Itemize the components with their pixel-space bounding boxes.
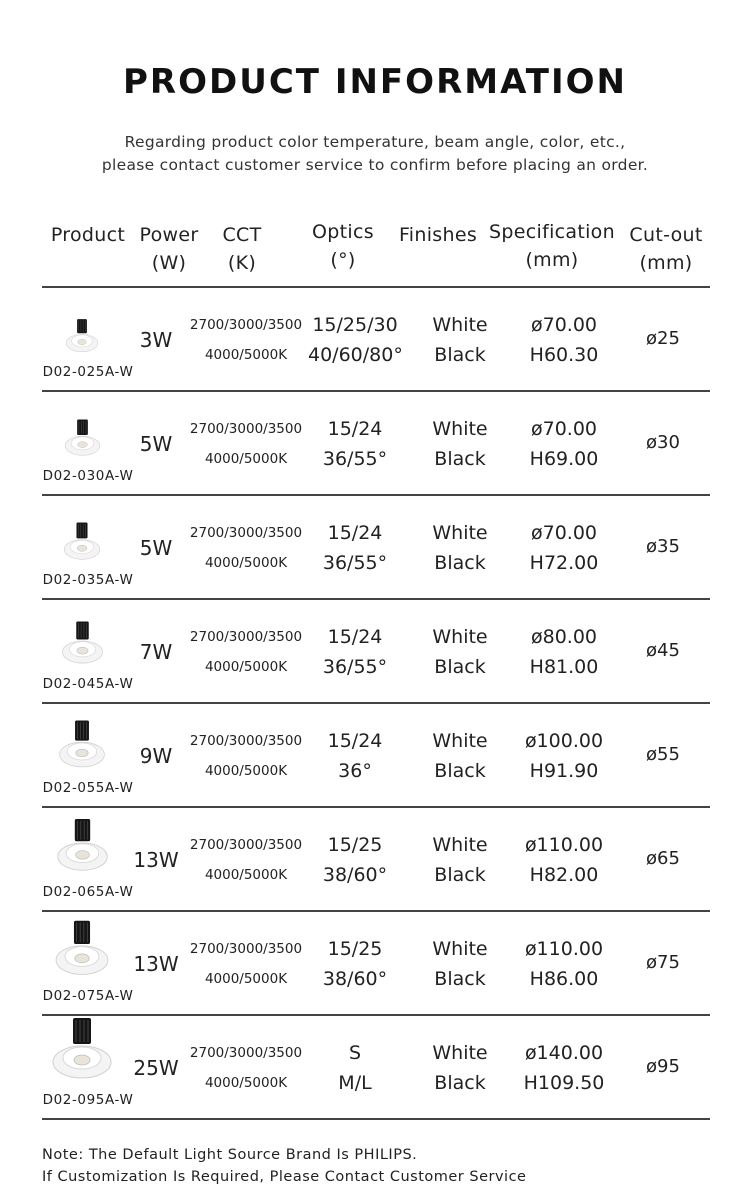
product-code: D02-025A-W (42, 364, 134, 380)
cutout-value-line-1: ø45 (646, 640, 680, 661)
table-row (0, 392, 750, 496)
subtitle-line-2: please contact customer service to confirm before placing an order. (101, 156, 649, 174)
optics-values (308, 1038, 402, 1098)
finishes-values (414, 726, 506, 786)
finishes-values-line-1: White (432, 834, 488, 856)
optics-values-line-1: 15/25 (327, 938, 383, 960)
table-row (0, 704, 750, 808)
product-code: D02-075A-W (42, 988, 134, 1004)
cutout-value (620, 640, 706, 661)
specification-values-line-1: ø110.00 (524, 834, 604, 856)
note-line-1: Note: The Default Light Source Brand Is PHILIPS. (42, 1147, 418, 1163)
specification-values (506, 622, 622, 682)
downlight-icon (54, 919, 110, 983)
power-value (126, 432, 186, 456)
finishes-values-line-2: Black (434, 760, 486, 782)
specification-values (506, 1038, 622, 1098)
product-code: D02-045A-W (42, 676, 134, 692)
cct-values-line-1: 2700/3000/3500 (189, 629, 303, 645)
optics-values (308, 518, 402, 578)
cct-values-line-1: 2700/3000/3500 (189, 1045, 303, 1061)
specification-values-line-1: ø70.00 (530, 418, 598, 440)
finishes-values (414, 414, 506, 474)
cct-values-line-2: 4000/5000K (204, 451, 288, 467)
downlight-icon (65, 318, 99, 359)
specification-values-line-2: H86.00 (529, 968, 599, 990)
finishes-values-line-1: White (432, 522, 488, 544)
optics-values-line-2: M/L (338, 1072, 372, 1094)
finishes-values-line-2: Black (434, 552, 486, 574)
optics-values-line-1: 15/24 (327, 730, 383, 752)
specification-values-line-2: H109.50 (523, 1072, 605, 1094)
optics-values-line-1: 15/24 (327, 418, 383, 440)
subtitle-line-1: Regarding product color temperature, beam angle, color, etc., (124, 133, 626, 151)
table-row (0, 1016, 750, 1120)
optics-values-line-2: 38/60° (322, 968, 388, 990)
specification-values-line-2: H81.00 (529, 656, 599, 678)
power-value (126, 848, 186, 872)
cct-values-line-1: 2700/3000/3500 (189, 733, 303, 749)
optics-values (308, 622, 402, 682)
power-value-line-1: 25W (133, 1056, 179, 1080)
finishes-values-line-1: White (432, 730, 488, 752)
cutout-value-line-1: ø55 (646, 744, 680, 765)
cct-values-line-1: 2700/3000/3500 (189, 837, 303, 853)
note-line-2: If Customization Is Required, Please Contact Customer Service (42, 1169, 527, 1185)
power-value (126, 328, 186, 352)
optics-values-line-1: 15/25/30 (312, 314, 398, 336)
finishes-values-line-2: Black (434, 1072, 486, 1094)
row-divider (42, 1118, 710, 1120)
specification-values (506, 518, 622, 578)
finishes-values-line-1: White (432, 418, 488, 440)
finishes-values (414, 830, 506, 890)
specification-values-line-2: H72.00 (529, 552, 599, 574)
finishes-values (414, 1038, 506, 1098)
specification-values-line-1: ø70.00 (530, 522, 598, 544)
cct-values-line-1: 2700/3000/3500 (189, 525, 303, 541)
power-value-line-1: 5W (139, 536, 173, 560)
optics-values-line-2: 36° (338, 760, 372, 782)
cct-values-line-2: 4000/5000K (204, 971, 288, 987)
power-value-line-1: 13W (133, 848, 179, 872)
table-row (0, 808, 750, 912)
finishes-values (414, 934, 506, 994)
cutout-value (620, 848, 706, 869)
cct-values-line-2: 4000/5000K (204, 867, 288, 883)
cutout-value (620, 744, 706, 765)
specification-values-line-1: ø100.00 (524, 730, 604, 752)
optics-values-line-2: 40/60/80° (308, 344, 403, 366)
finishes-values-line-1: White (432, 626, 488, 648)
optics-values-line-1: 15/24 (327, 522, 383, 544)
header-optics: Optics (°) (312, 221, 374, 271)
product-code: D02-055A-W (42, 780, 134, 796)
optics-values-line-2: 38/60° (322, 864, 388, 886)
power-value (126, 1056, 186, 1080)
finishes-values-line-2: Black (434, 968, 486, 990)
product-code: D02-030A-W (42, 468, 134, 484)
optics-values-line-1: 15/24 (327, 626, 383, 648)
cutout-value (620, 952, 706, 973)
finishes-values (414, 310, 506, 370)
specification-values (506, 414, 622, 474)
table-row (0, 600, 750, 704)
specification-values-line-1: ø110.00 (524, 938, 604, 960)
cutout-value (620, 536, 706, 557)
specification-values-line-1: ø140.00 (524, 1042, 604, 1064)
finishes-values-line-2: Black (434, 344, 486, 366)
header-cutout: Cut-out (mm) (629, 224, 703, 274)
optics-values-line-1: 15/25 (327, 834, 383, 856)
downlight-icon (51, 1016, 113, 1087)
optics-values (308, 934, 402, 994)
finishes-values (414, 622, 506, 682)
cct-values (180, 1038, 312, 1098)
product-code: D02-035A-W (42, 572, 134, 588)
optics-values (308, 414, 402, 474)
specification-values-line-2: H69.00 (529, 448, 599, 470)
specification-values (506, 934, 622, 994)
power-value (126, 640, 186, 664)
cutout-value-line-1: ø30 (646, 432, 680, 453)
product-code: D02-065A-W (42, 884, 134, 900)
specification-values (506, 310, 622, 370)
specification-values (506, 726, 622, 786)
downlight-icon (61, 620, 104, 671)
cutout-value (620, 432, 706, 453)
cct-values-line-2: 4000/5000K (204, 555, 288, 571)
power-value-line-1: 3W (139, 328, 173, 352)
cutout-value-line-1: ø25 (646, 328, 680, 349)
cct-values (180, 934, 312, 994)
cct-values-line-2: 4000/5000K (204, 347, 288, 363)
finishes-values-line-1: White (432, 1042, 488, 1064)
specification-values-line-1: ø70.00 (530, 314, 598, 336)
optics-values-line-2: 36/55° (322, 552, 388, 574)
power-value (126, 744, 186, 768)
optics-values (308, 310, 402, 370)
table-row (0, 912, 750, 1016)
specification-values (506, 830, 622, 890)
table-row (0, 496, 750, 600)
optics-values-line-2: 36/55° (322, 656, 388, 678)
header-power: Power (W) (139, 224, 199, 274)
finishes-values-line-2: Black (434, 448, 486, 470)
power-value-line-1: 7W (139, 640, 173, 664)
header-specification: Specification (mm) (489, 221, 615, 271)
power-value (126, 952, 186, 976)
power-value-line-1: 9W (139, 744, 173, 768)
finishes-values-line-1: White (432, 314, 488, 336)
cutout-value-line-1: ø65 (646, 848, 680, 869)
specification-values-line-2: H82.00 (529, 864, 599, 886)
cutout-value (620, 1056, 706, 1077)
downlight-icon (56, 817, 109, 879)
cutout-value-line-1: ø75 (646, 952, 680, 973)
cct-values-line-2: 4000/5000K (204, 659, 288, 675)
cct-values (180, 310, 312, 370)
specification-values-line-2: H60.30 (529, 344, 599, 366)
finishes-values-line-2: Black (434, 864, 486, 886)
cct-values (180, 830, 312, 890)
optics-values (308, 830, 402, 890)
cct-values-line-1: 2700/3000/3500 (189, 941, 303, 957)
header-product: Product (50, 224, 126, 246)
specification-values-line-2: H91.90 (529, 760, 599, 782)
header-finishes: Finishes (398, 224, 478, 246)
power-value (126, 536, 186, 560)
cutout-value (620, 328, 706, 349)
specification-values-line-1: ø80.00 (530, 626, 598, 648)
power-value-line-1: 13W (133, 952, 179, 976)
power-value-line-1: 5W (139, 432, 173, 456)
cct-values (180, 414, 312, 474)
cct-values-line-2: 4000/5000K (204, 763, 288, 779)
cct-values-line-2: 4000/5000K (204, 1075, 288, 1091)
cct-values-line-1: 2700/3000/3500 (189, 421, 303, 437)
cutout-value-line-1: ø35 (646, 536, 680, 557)
header-cct: CCT (K) (222, 224, 262, 274)
optics-values (308, 726, 402, 786)
optics-values-line-1: S (348, 1042, 362, 1064)
cct-values (180, 726, 312, 786)
optics-values-line-2: 36/55° (322, 448, 388, 470)
product-code: D02-095A-W (42, 1092, 134, 1108)
cutout-value-line-1: ø95 (646, 1056, 680, 1077)
downlight-icon (63, 521, 101, 567)
cct-values (180, 622, 312, 682)
finishes-values-line-1: White (432, 938, 488, 960)
downlight-icon (58, 719, 106, 775)
cct-values (180, 518, 312, 578)
finishes-values (414, 518, 506, 578)
table-row (0, 288, 750, 392)
finishes-values-line-2: Black (434, 656, 486, 678)
page-title: PRODUCT INFORMATION (123, 62, 627, 102)
downlight-icon (64, 418, 101, 463)
cct-values-line-1: 2700/3000/3500 (189, 317, 303, 333)
